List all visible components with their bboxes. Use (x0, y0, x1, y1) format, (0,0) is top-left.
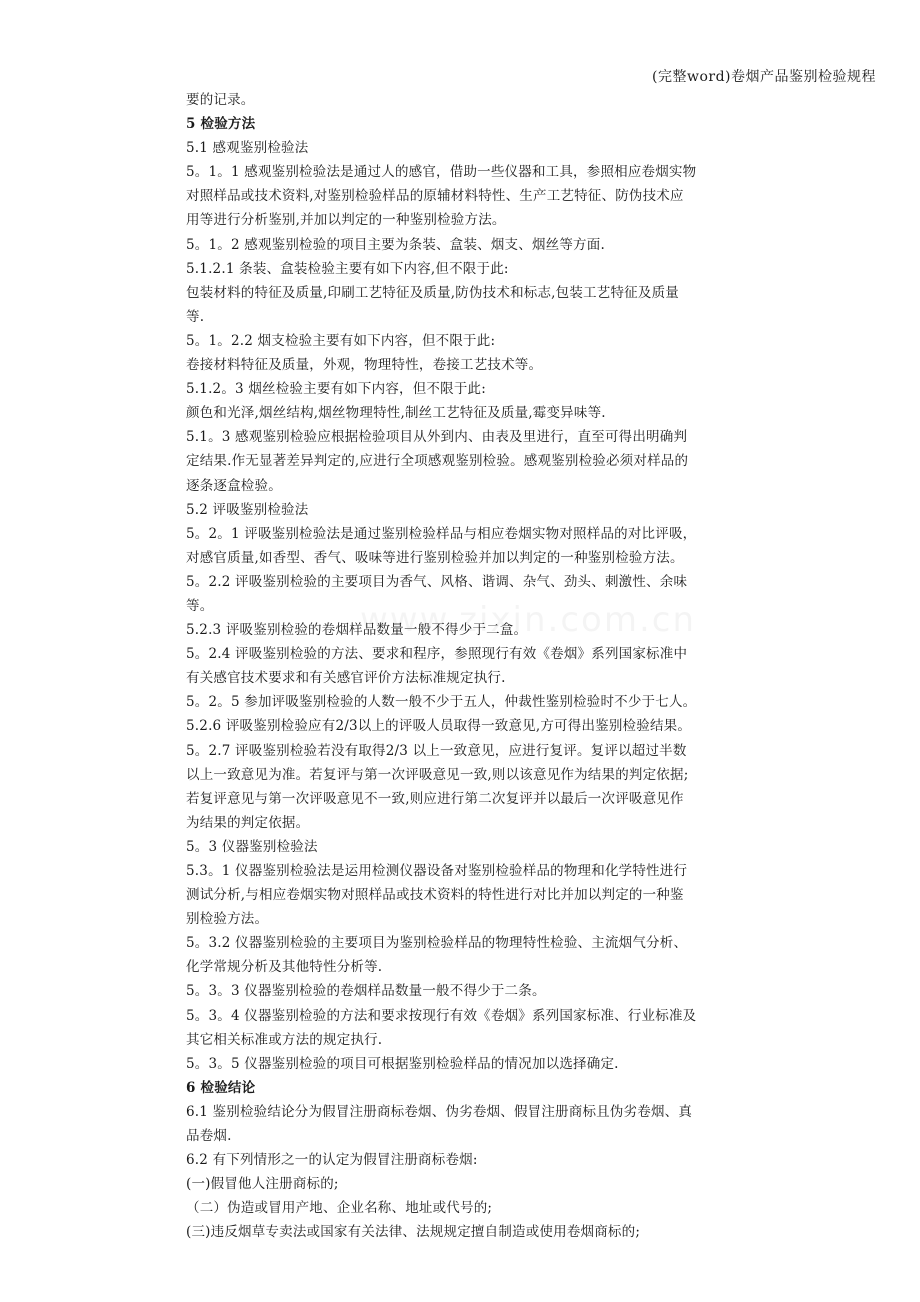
text-line: 5.1。3 感观鉴别检验应根据检验项目从外到内、由表及里进行，直至可得出明确判 (186, 429, 688, 446)
text-line: 颜色和光泽,烟丝结构,烟丝物理特性,制丝工艺特征及质量,霉变异味等. (186, 405, 606, 422)
text-line: 化学常规分析及其他特性分析等. (186, 959, 383, 976)
text-line: 等。 (186, 597, 214, 614)
text-line: 5。2.4 评吸鉴别检验的方法、要求和程序，参照现行有效《卷烟》系列国家标准中 (186, 646, 688, 663)
section-heading: 6 检验结论 (186, 1079, 256, 1096)
text-line: 5.2 评吸鉴别检验法 (186, 501, 309, 518)
text-line: (一)假冒他人注册商标的; (186, 1176, 339, 1193)
text-line: 别检验方法。 (186, 911, 269, 928)
text-line: 用等进行分析鉴别,并加以判定的一种鉴别检验方法。 (186, 212, 506, 229)
text-line: 5。3 仪器鉴别检验法 (186, 838, 318, 855)
text-line: 5.3。1 仪器鉴别检验法是运用检测仪器设备对鉴别检验样品的物理和化学特性进行 (186, 863, 688, 879)
text-line: 5.2.3 评吸鉴别检验的卷烟样品数量一般不得少于二盒。 (186, 622, 528, 639)
text-line: 其它相关标准或方法的规定执行. (186, 1031, 383, 1048)
text-line: 等. (186, 308, 205, 325)
text-line: 卷接材料特征及质量，外观，物理特性，卷接工艺技术等。 (186, 357, 543, 374)
document-body (186, 88, 752, 1245)
text-line: 5。3。3 仪器鉴别检验的卷烟样品数量一般不得少于二条。 (186, 983, 546, 1000)
text-line: 要的记录。 (186, 92, 255, 108)
text-line: 5。2.7 评吸鉴别检验若没有取得2/3 以上一致意见，应进行复评。复评以超过半数 (186, 742, 687, 759)
text-line: 包装材料的特征及质量,印刷工艺特征及质量,防伪技术和标志,包装工艺特征及质量 (186, 284, 679, 301)
text-line: 有关感官技术要求和有关感官评价方法标准规定执行. (186, 670, 506, 687)
text-line: (三)违反烟草专卖法或国家有关法律、法规规定擅自制造或使用卷烟商标的; (186, 1224, 641, 1241)
text-line: 5。2.2 评吸鉴别检验的主要项目为香气、风格、谐调、杂气、劲头、刺激性、余味 (186, 573, 688, 590)
text-line: 测试分析,与相应卷烟实物对照样品或技术资料的特性进行对比并加以判定的一种鉴 (186, 887, 684, 904)
text-line: （二）伪造或冒用产地、企业名称、地址或代号的; (186, 1200, 493, 1217)
text-line: 5.1.2。3 烟丝检验主要有如下内容，但不限于此: (186, 381, 486, 398)
text-line: 品卷烟. (186, 1128, 232, 1145)
section-heading: 5 检验方法 (186, 116, 256, 133)
text-line: 5.1.2.1 条装、盒装检验主要有如下内容,但不限于此: (186, 260, 509, 277)
text-line: 5。1。2.2 烟支检验主要有如下内容，但不限于此: (186, 332, 496, 349)
text-line: 6.1 鉴别检验结论分为假冒注册商标卷烟、伪劣卷烟、假冒注册商标且伪劣卷烟、真 (186, 1103, 693, 1120)
page-header-title: (完整word)卷烟产品鉴别检验规程 (652, 69, 876, 85)
text-line: 5.1 感观鉴别检验法 (186, 140, 309, 157)
text-line: 为结果的判定依据。 (186, 814, 310, 831)
text-line: 6.2 有下列情形之一的认定为假冒注册商标卷烟: (186, 1152, 478, 1169)
text-line: 5。3。5 仪器鉴别检验的项目可根据鉴别检验样品的情况加以选择确定. (186, 1055, 619, 1072)
text-line: 5。2。5 参加评吸鉴别检验的人数一般不少于五人，仲裁性鉴别检验时不少于七人。 (186, 694, 697, 711)
text-line: 以上一致意见为准。若复评与第一次评吸意见一致,则以该意见作为结果的判定依据; (186, 766, 689, 783)
text-line: 逐条逐盒检验。 (186, 477, 282, 494)
text-line: 若复评意见与第一次评吸意见不一致,则应进行第二次复评并以最后一次评吸意见作 (186, 790, 684, 807)
text-line: 5。1。1 感观鉴别检验法是通过人的感官，借助一些仪器和工具，参照相应卷烟实物 (186, 164, 697, 181)
text-line: 5.2.6 评吸鉴别检验应有2/3以上的评吸人员取得一致意见,方可得出鉴别检验结果。 (186, 718, 692, 735)
text-line: 对感官质量,如香型、香气、吸味等进行鉴别检验并加以判定的一种鉴别检验方法。 (186, 549, 684, 566)
text-line: 5。1。2 感观鉴别检验的项目主要为条装、盒装、烟支、烟丝等方面. (186, 236, 605, 253)
text-line: 5。3.2 仪器鉴别检验的主要项目为鉴别检验样品的物理特性检验、主流烟气分析、 (186, 935, 688, 952)
text-line: 定结果.作无显著差异判定的,应进行全项感观鉴别检验。感观鉴别检验必须对样品的 (186, 453, 689, 470)
text-line: 对照样品或技术资料,对鉴别检验样品的原辅材料特性、生产工艺特征、防伪技术应 (186, 188, 684, 205)
text-line: 5。3。4 仪器鉴别检验的方法和要求按现行有效《卷烟》系列国家标准、行业标准及 (186, 1007, 697, 1024)
text-line: 5。2。1 评吸鉴别检验法是通过鉴别检验样品与相应卷烟实物对照样品的对比评吸， (186, 525, 697, 542)
